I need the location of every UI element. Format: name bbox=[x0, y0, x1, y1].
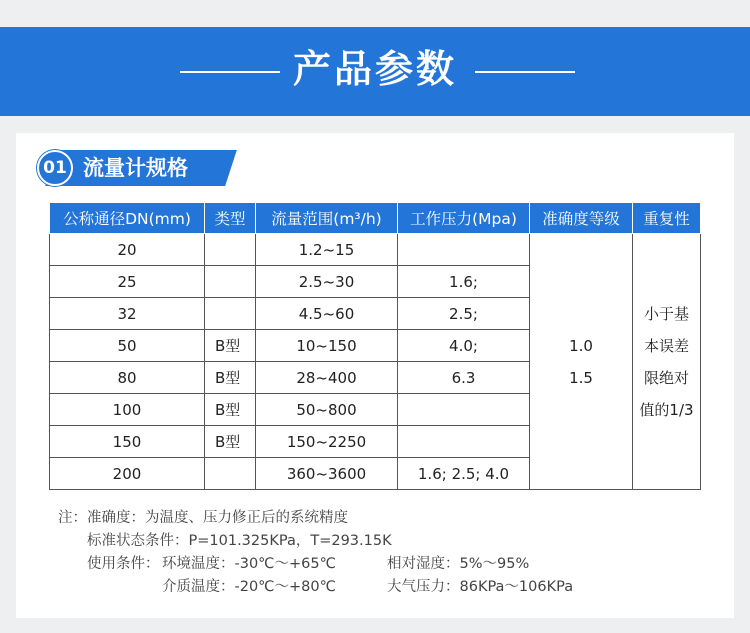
cell-pressure bbox=[398, 234, 530, 266]
table-row bbox=[50, 234, 701, 266]
note-standard-conditions: 标准状态条件：P=101.325KPa，T=293.15K bbox=[87, 533, 392, 549]
note-accuracy: 准确度：为温度、压力修正后的系统精度 bbox=[87, 510, 348, 526]
header-repeatability: 重复性 bbox=[633, 203, 701, 234]
note-atm-pressure: 大气压力：86KPa～106KPa bbox=[387, 579, 574, 595]
cell-flow-range: 4.5~60 bbox=[256, 298, 398, 330]
cell-type: B型 bbox=[205, 330, 256, 362]
repeatability-line: 小于基 bbox=[643, 304, 689, 323]
note-ambient-temp: 环境温度：-30℃～+65℃ bbox=[162, 556, 336, 572]
accuracy-value: 1.5 bbox=[569, 368, 593, 387]
cell-pressure bbox=[398, 426, 530, 458]
cell-flow-range: 150~2250 bbox=[256, 426, 398, 458]
cell-type: B型 bbox=[205, 362, 256, 394]
cell-dn: 80 bbox=[50, 362, 205, 394]
cell-type bbox=[205, 458, 256, 490]
header-dn: 公称通径DN(mm) bbox=[50, 203, 205, 234]
note-prefix: 注： bbox=[58, 510, 87, 526]
cell-type bbox=[205, 234, 256, 266]
cell-type: B型 bbox=[205, 394, 256, 426]
note-line bbox=[58, 530, 392, 553]
cell-pressure: 4.0; bbox=[398, 330, 530, 362]
section-title: 流量计规格 bbox=[83, 156, 188, 180]
spec-table bbox=[49, 202, 701, 490]
cell-dn: 200 bbox=[50, 458, 205, 490]
cell-type bbox=[205, 266, 256, 298]
repeatability-line: 限绝对 bbox=[643, 368, 689, 387]
cell-type bbox=[205, 298, 256, 330]
note-medium-temp: 介质温度：-20℃～+80℃ bbox=[162, 579, 336, 595]
cell-pressure bbox=[398, 394, 530, 426]
cell-dn: 150 bbox=[50, 426, 205, 458]
header-pressure: 工作压力(Mpa) bbox=[398, 203, 530, 234]
note-line bbox=[58, 507, 348, 530]
header-banner bbox=[0, 27, 750, 116]
cell-dn: 50 bbox=[50, 330, 205, 362]
cell-flow-range: 2.5~30 bbox=[256, 266, 398, 298]
accuracy-value: 1.0 bbox=[569, 336, 593, 355]
header-flow-range: 流量范围(m³/h) bbox=[256, 203, 398, 234]
cell-flow-range: 10~150 bbox=[256, 330, 398, 362]
note-line bbox=[58, 576, 574, 599]
cell-type: B型 bbox=[205, 426, 256, 458]
cell-dn: 100 bbox=[50, 394, 205, 426]
cell-dn: 20 bbox=[50, 234, 205, 266]
notes-block bbox=[58, 507, 574, 599]
note-line bbox=[58, 553, 530, 576]
cell-dn: 25 bbox=[50, 266, 205, 298]
cell-pressure: 2.5; bbox=[398, 298, 530, 330]
cell-repeatability bbox=[633, 234, 701, 490]
cell-flow-range: 50~800 bbox=[256, 394, 398, 426]
cell-pressure: 1.6; 2.5; 4.0 bbox=[398, 458, 530, 490]
cell-flow-range: 1.2~15 bbox=[256, 234, 398, 266]
note-humidity: 相对湿度：5%～95% bbox=[387, 556, 530, 572]
page-title: 产品参数 bbox=[292, 47, 457, 91]
table-header-row bbox=[50, 203, 701, 234]
cell-pressure: 1.6; bbox=[398, 266, 530, 298]
section-number-badge: 01 bbox=[37, 150, 73, 186]
cell-dn: 32 bbox=[50, 298, 205, 330]
repeatability-line: 本误差 bbox=[643, 336, 689, 355]
cell-pressure: 6.3 bbox=[398, 362, 530, 394]
cell-flow-range: 360~3600 bbox=[256, 458, 398, 490]
cell-accuracy bbox=[530, 234, 633, 490]
banner-right-line bbox=[475, 71, 575, 73]
cell-flow-range: 28~400 bbox=[256, 362, 398, 394]
repeatability-line: 值的1/3 bbox=[639, 400, 694, 419]
note-usage-label: 使用条件： bbox=[87, 556, 160, 572]
header-type: 类型 bbox=[205, 203, 256, 234]
header-accuracy: 准确度等级 bbox=[530, 203, 633, 234]
